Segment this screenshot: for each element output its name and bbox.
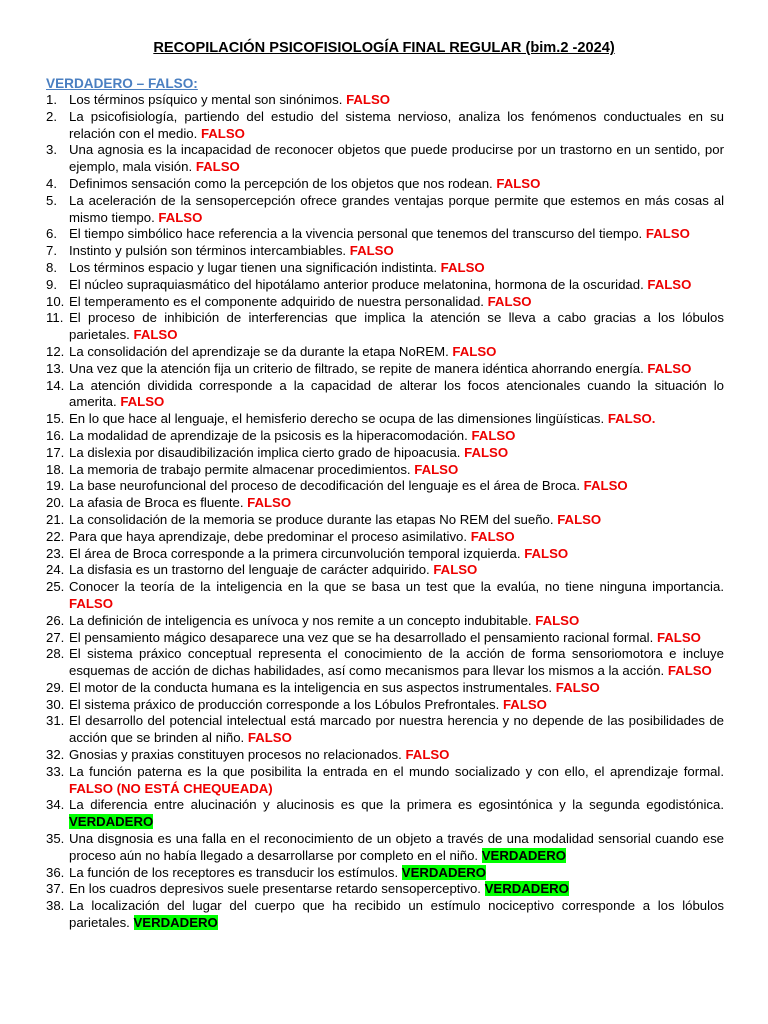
answer-false: FALSO [120, 394, 165, 410]
answer-false: FALSO (NO ESTÁ CHEQUEADA) [69, 780, 273, 796]
answer-false: FALSO [496, 175, 541, 191]
item-number: 20. [46, 495, 65, 511]
item-statement: Una agnosia es la incapacidad de reconocer objetos que puede producirse por un trastorno en un sentido, por ejemplo, mala visión. [69, 142, 724, 175]
item-statement: La base neurofuncional del proceso de decodificación del lenguaje es el área de Broca. [69, 478, 584, 494]
answer-false: FALSO [647, 276, 692, 292]
list-item [44, 243, 724, 260]
item-number: 34. [46, 797, 65, 813]
item-statement: La afasia de Broca es fluente. [69, 495, 248, 511]
item-number: 23. [46, 545, 65, 561]
item-statement: La memoria de trabajo permite almacenar procedimientos. [69, 461, 415, 477]
item-number: 19. [46, 478, 65, 494]
list-item [44, 747, 724, 764]
list-item [44, 630, 724, 647]
list-item [44, 310, 724, 344]
item-statement: La disfasia es un trastorno del lenguaje de carácter adquirido. [69, 562, 434, 578]
answer-false: FALSO [349, 243, 394, 259]
item-number: 17. [46, 444, 65, 460]
list-item [44, 361, 724, 378]
item-statement: La modalidad de aprendizaje de la psicosis es la hiperacomodación. [69, 427, 472, 443]
list-item [44, 411, 724, 428]
list-item [44, 512, 724, 529]
list-item [44, 764, 724, 798]
item-number: 6. [46, 226, 57, 242]
list-item [44, 428, 724, 445]
item-statement: El pensamiento mágico desaparece una vez que se ha desarrollado el pensamiento racional formal. [69, 629, 657, 645]
list-item [44, 646, 724, 680]
list-item [44, 193, 724, 227]
list-item [44, 697, 724, 714]
item-number: 38. [46, 898, 65, 914]
list-item [44, 109, 724, 143]
question-list [44, 92, 724, 932]
answer-false: FALSO [200, 125, 245, 141]
item-number: 28. [46, 646, 65, 662]
item-number: 1. [46, 92, 57, 107]
item-statement: El temperamento es el componente adquirido de nuestra personalidad. [69, 293, 488, 309]
item-statement: La definición de inteligencia es unívoca y nos remite a un concepto indubitable. [69, 612, 536, 628]
answer-true: VERDADERO [133, 915, 218, 931]
item-statement: El proceso de inhibición de interferencias que implica la atención se lleva a cabo gracias a los lóbulos parietales. [69, 310, 724, 343]
item-number: 37. [46, 881, 65, 897]
list-item [44, 260, 724, 277]
item-number: 35. [46, 831, 65, 847]
list-item [44, 92, 724, 109]
item-statement: Conocer la teoría de la inteligencia en la que se basa un test que la evalúa, no tiene ninguna importancia. [69, 579, 724, 595]
list-item [44, 142, 724, 176]
answer-false: FALSO [346, 92, 391, 107]
item-number: 9. [46, 276, 57, 292]
list-item [44, 562, 724, 579]
item-statement: La localización del lugar del cuerpo que ha recibido un estímulo nociceptivo corresponde a los lóbulos parietales. [69, 898, 724, 931]
answer-true: VERDADERO [481, 847, 567, 863]
item-number: 25. [46, 579, 65, 595]
item-number: 5. [46, 192, 57, 208]
answer-true: VERDADERO [401, 864, 487, 880]
item-number: 21. [46, 511, 65, 527]
list-item [44, 294, 724, 311]
answer-false: FALSO [69, 595, 113, 611]
answer-false: FALSO [433, 562, 478, 578]
list-item [44, 546, 724, 563]
answer-false: FALSO [557, 511, 602, 527]
item-statement: Los términos espacio y lugar tienen una significación indistinta. [69, 259, 441, 275]
list-item [44, 445, 724, 462]
item-number: 31. [46, 713, 65, 729]
item-statement: Gnosias y praxias constituyen procesos no relacionados. [69, 747, 406, 763]
item-number: 2. [46, 108, 57, 124]
item-statement: Los términos psíquico y mental son sinónimos. [69, 92, 347, 107]
item-statement: Definimos sensación como la percepción de los objetos que nos rodean. [69, 175, 497, 191]
list-item [44, 831, 724, 865]
item-number: 4. [46, 175, 57, 191]
answer-false: FALSO [647, 360, 692, 376]
item-statement: La psicofisiología, partiendo del estudio del sistema nervioso, analiza los fenómenos conductuales en su relación con el medio. [69, 108, 724, 141]
answer-false: FALSO [247, 495, 292, 511]
item-statement: La diferencia entre alucinación y alucinosis es que la primera es egosintónica y la segunda egodistónica. [69, 797, 724, 813]
item-statement: La dislexia por disaudibilización implica cierto grado de hipoacusia. [69, 444, 465, 460]
item-statement: El sistema práxico de producción corresponde a los Lóbulos Prefrontales. [69, 696, 503, 712]
item-statement: La consolidación del aprendizaje se da durante la etapa NoREM. [69, 343, 453, 359]
item-number: 33. [46, 763, 65, 779]
answer-false: FALSO [524, 545, 569, 561]
list-item [44, 344, 724, 361]
item-statement: El núcleo supraquiasmático del hipotálamo anterior produce melatonina, hormona de la oscuridad. [69, 276, 648, 292]
item-statement: La función paterna es la que posibilita la entrada en el mundo socializado y con ello, el aprendizaje formal. [69, 763, 724, 779]
item-statement: Una disgnosia es una falla en el reconocimiento de un objeto a través de una modalidad sensorial cuando ese proceso aún no había llegado a desarrollarse por completo en el niño. [69, 831, 724, 863]
answer-false: FALSO [158, 209, 203, 225]
answer-false: FALSO [471, 427, 516, 443]
answer-false: FALSO [487, 293, 532, 309]
item-number: 24. [46, 562, 65, 578]
list-item [44, 495, 724, 512]
answer-false: FALSO [535, 612, 580, 628]
item-statement: Instinto y pulsión son términos intercambiables. [69, 243, 350, 259]
item-statement: La atención dividida corresponde a la capacidad de alterar los focos atencionales cuando la situación lo amerita. [69, 377, 724, 410]
list-item [44, 797, 724, 831]
item-statement: En lo que hace al lenguaje, el hemisferio derecho se ocupa de las dimensiones lingüísticas. [69, 411, 608, 427]
item-statement: El motor de la conducta humana es la inteligencia en sus aspectos instrumentales. [69, 679, 556, 695]
answer-false: FALSO [440, 259, 485, 275]
list-item [44, 226, 724, 243]
item-number: 14. [46, 377, 65, 393]
item-number: 11. [46, 310, 64, 326]
section-heading: VERDADERO – FALSO: [46, 76, 198, 91]
item-number: 15. [46, 411, 65, 427]
answer-false: FALSO [464, 444, 509, 460]
answer-false: FALSO [414, 461, 459, 477]
answer-false: FALSO [195, 159, 240, 175]
item-number: 10. [46, 293, 65, 309]
item-statement: El área de Broca corresponde a la primera circunvolución temporal izquierda. [69, 545, 525, 561]
answer-false: FALSO [645, 226, 690, 242]
answer-false: FALSO [502, 696, 547, 712]
answer-false: FALSO [583, 478, 628, 494]
item-number: 30. [46, 696, 65, 712]
answer-true: VERDADERO [484, 881, 569, 897]
list-item [44, 378, 724, 412]
list-item [44, 478, 724, 495]
answer-false: FALSO [133, 327, 178, 343]
answer-false: FALSO [667, 663, 712, 679]
item-statement: El sistema práxico conceptual representa el conocimiento de la acción de forma sensoriomotora e incluye esquemas de acción de dichas habilidades, así como mecanismos para llevar los mismos a la acción. [69, 646, 724, 679]
answer-false: FALSO [656, 629, 701, 645]
answer-false: FALSO [470, 528, 515, 544]
item-statement: La consolidación de la memoria se produce durante las etapas No REM del sueño. [69, 511, 558, 527]
answer-false: FALSO [452, 343, 497, 359]
item-number: 22. [46, 528, 65, 544]
list-item [44, 713, 724, 747]
item-number: 8. [46, 259, 57, 275]
list-item [44, 881, 724, 898]
list-item [44, 277, 724, 294]
list-item [44, 529, 724, 546]
list-item [44, 579, 724, 613]
item-number: 27. [46, 629, 65, 645]
answer-false: FALSO [405, 747, 450, 763]
item-statement: Para que haya aprendizaje, debe predominar el proceso asimilativo. [69, 528, 471, 544]
list-item [44, 176, 724, 193]
list-item [44, 865, 724, 882]
item-number: 29. [46, 679, 65, 695]
item-statement: La aceleración de la sensopercepción ofrece grandes ventajas porque permite que estemos en más cosas al mismo tiempo. [69, 192, 724, 225]
item-statement: El tiempo simbólico hace referencia a la vivencia personal que tenemos del transcurso del tiempo. [69, 226, 646, 242]
answer-false: FALSO [247, 730, 292, 746]
item-statement: El desarrollo del potencial intelectual está marcado por nuestra herencia y no depende de las posibilidades de acción que se brinden al niño. [69, 713, 724, 746]
item-number: 16. [46, 427, 65, 443]
item-statement: Una vez que la atención fija un criterio de filtrado, se repite de manera idéntica ahorrando energía. [69, 360, 648, 376]
list-item [44, 680, 724, 697]
item-number: 12. [46, 343, 65, 359]
item-number: 18. [46, 461, 65, 477]
item-number: 13. [46, 360, 65, 376]
answer-true: VERDADERO [69, 814, 154, 830]
item-number: 36. [46, 864, 65, 880]
item-number: 26. [46, 612, 65, 628]
document-title: RECOPILACIÓN PSICOFISIOLOGÍA FINAL REGULAR (bim.2 -2024) [153, 40, 615, 56]
answer-false: FALSO [555, 679, 600, 695]
answer-false: FALSO. [607, 411, 656, 427]
item-number: 32. [46, 747, 65, 763]
item-statement: La función de los receptores es transducir los estímulos. [69, 864, 402, 880]
item-number: 7. [46, 243, 57, 259]
list-item [44, 898, 724, 932]
item-number: 3. [46, 142, 57, 158]
item-statement: En los cuadros depresivos suele presentarse retardo sensoperceptivo. [69, 881, 485, 897]
list-item [44, 462, 724, 479]
list-item [44, 613, 724, 630]
